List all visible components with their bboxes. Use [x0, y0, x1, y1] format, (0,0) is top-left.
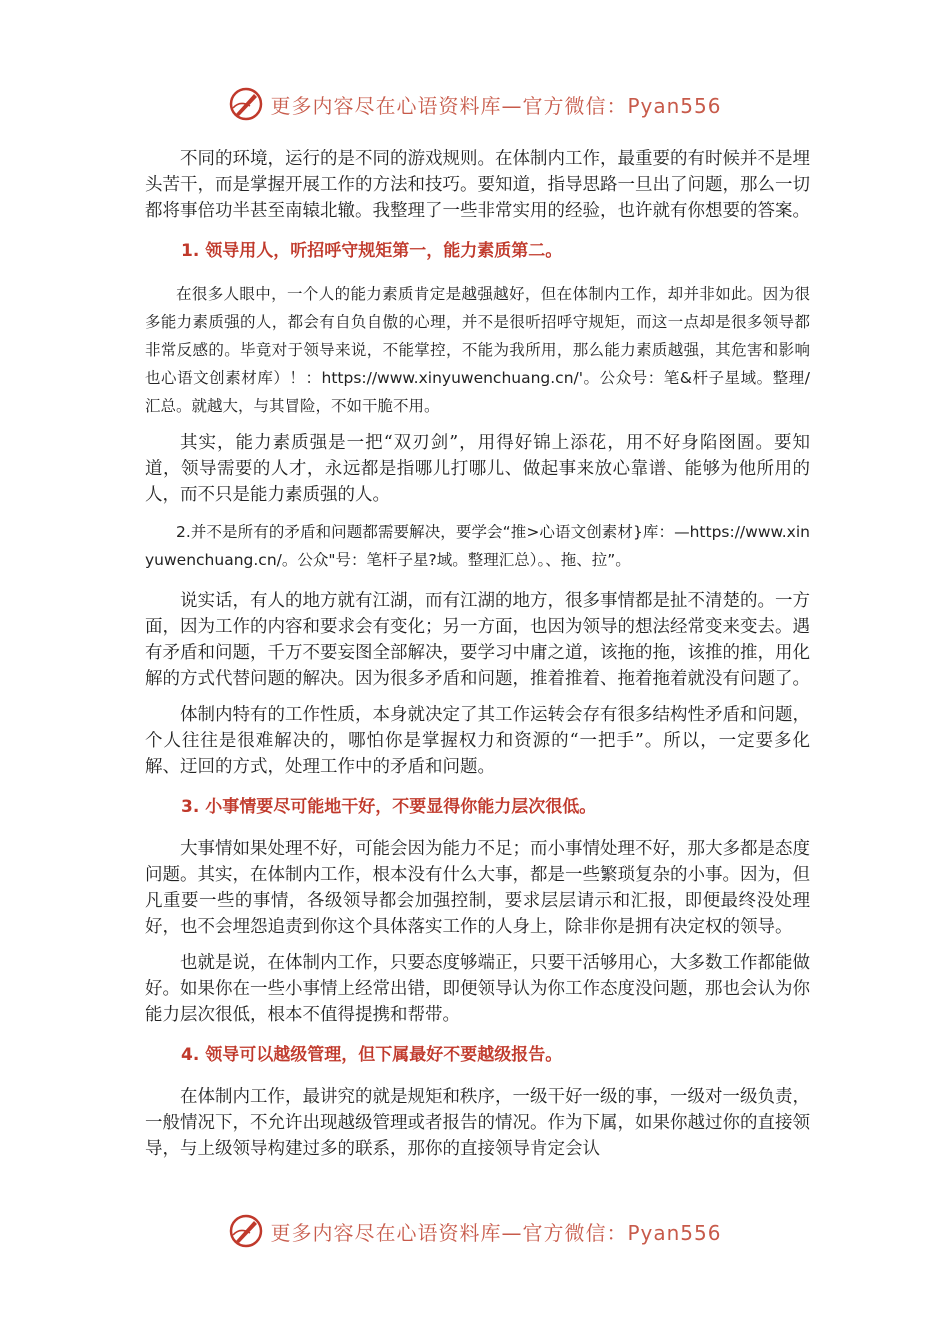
- document-body: [145, 146, 810, 1172]
- intro-paragraph: 不同的环境，运行的是不同的游戏规则。在体制内工作，最重要的有时候并不是埋头苦干，而是掌握开展工作的方法和技巧。要知道，指导思路一旦出了问题，那么一切都将事倍功半甚至南辕北辙。我整理了一些非常实用的经验，也许就有你想要的答案。: [145, 149, 810, 221]
- paragraph-4: 体制内特有的工作性质，本身就决定了其工作运转会存有很多结构性矛盾和问题，个人往往是很难解决的，哪怕你是掌握权力和资源的“一把手”。所以，一定要多化解、迂回的方式，处理工作中的矛盾和问题。: [145, 705, 810, 777]
- header-banner: [0, 86, 950, 122]
- paragraph-5: 大事情如果处理不好，可能会因为能力不足；而小事情处理不好，那大多都是态度问题。其实，在体制内工作，根本没有什么大事，都是一些繁琐复杂的小事。因为，但凡重要一些的事情，各级领导都会加强控制，要求层层请示和汇报，即便最终没处理好，也不会埋怨追责到你这个具体落实工作的人身上，除非你是拥有决定权的领导。: [145, 839, 810, 937]
- section-heading-4: 4. 领导可以越级管理，但下属最好不要越级报告。: [181, 1045, 563, 1065]
- paragraph-3: 说实话，有人的地方就有江湖，而有江湖的地方，很多事情都是扯不清楚的。一方面，因为工作的内容和要求会有变化；另一方面，也因为领导的想法经常变来变去。遇有矛盾和问题，千万不要妄图全部解决，要学习中庸之道，该拖的拖，该推的推，用化解的方式代替问题的解决。因为很多矛盾和问题，推着推着、拖着拖着就没有问题了。: [145, 591, 810, 689]
- pen-circle-logo-icon: [228, 1213, 264, 1249]
- section-heading-2: 2.并不是所有的矛盾和问题都需要解决，要学会“推>心语文创素材}库：—https://www.xinyuwenchuang.cn/。公众"号：笔杆子星?域。整理汇总）。、拖、拉”。: [145, 523, 810, 569]
- banner-text: 更多内容尽在心语资料库—官方微信：Pyan556: [270, 1220, 722, 1245]
- pen-circle-logo-icon: [228, 86, 264, 122]
- paragraph-2: 其实，能力素质强是一把“双刃剑”，用得好锦上添花，用不好身陷囹圄。要知道，领导需要的人才，永远都是指哪儿打哪儿、做起事来放心靠谱、能够为他所用的人，而不只是能力素质强的人。: [145, 433, 810, 505]
- paragraph-1: 在很多人眼中，一个人的能力素质肯定是越强越好，但在体制内工作，却并非如此。因为很多能力素质强的人，都会有自负自傲的心理，并不是很听招呼守规矩，而这一点却是很多领导都非常反感的。毕竟对于领导来说，不能掌控，不能为我所用，那么能力素质越强，其危害和影响也心语文创素材库）！：https://www.xinyuwenchuang.cn/'。公众号：笔&杆子星域。整理/汇总。就越大，与其冒险，不如干脆不用。: [145, 285, 810, 415]
- banner-text: 更多内容尽在心语资料库—官方微信：Pyan556: [270, 93, 722, 118]
- section-heading-1: 1. 领导用人，听招呼守规矩第一，能力素质第二。: [181, 241, 563, 261]
- section-heading-3: 3. 小事情要尽可能地干好，不要显得你能力层次很低。: [181, 797, 597, 817]
- paragraph-6: 也就是说，在体制内工作，只要态度够端正，只要干活够用心，大多数工作都能做好。如果你在一些小事情上经常出错，即便领导认为你工作态度没问题，那也会认为你能力层次很低，根本不值得提携和帮带。: [145, 953, 810, 1025]
- footer-banner: [0, 1213, 950, 1249]
- paragraph-7: 在体制内工作，最讲究的就是规矩和秩序，一级干好一级的事，一级对一级负责，一般情况下，不允许出现越级管理或者报告的情况。作为下属，如果你越过你的直接领导，与上级领导构建过多的联系，那你的直接领导肯定会认: [145, 1087, 810, 1159]
